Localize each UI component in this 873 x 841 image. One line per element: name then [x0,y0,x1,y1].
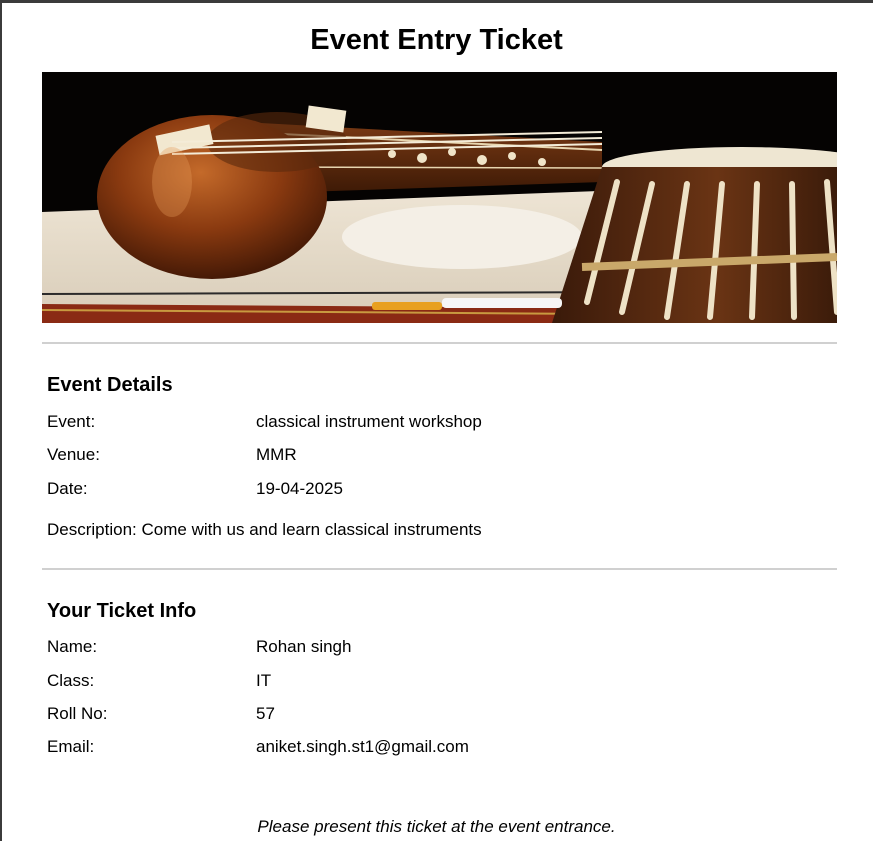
class-label: Class: [47,671,95,690]
ticket-info-heading: Your Ticket Info [47,600,197,622]
entrance-note: Please present this ticket at the event entrance. [257,817,616,836]
email-value: aniket.singh.st1@gmail.com [256,737,469,756]
event-value: classical instrument workshop [256,412,482,431]
roll-number-label: Roll No: [47,704,108,723]
section-divider [42,342,837,344]
email-label: Email: [47,737,95,756]
name-value: Rohan singh [256,637,352,656]
event-banner-image [42,72,837,323]
date-label: Date: [47,479,88,498]
description-value: Come with us and learn classical instruments [141,520,482,539]
ticket-title: Event Entry Ticket [310,24,563,56]
venue-value: MMR [256,445,297,464]
description-line [47,520,482,540]
venue-label: Venue: [47,445,100,464]
section-divider [42,568,837,570]
date-value: 19-04-2025 [256,479,343,498]
roll-number-value: 57 [256,704,275,723]
description-label: Description: [47,520,137,539]
class-value: IT [256,671,272,690]
event-details-heading: Event Details [47,374,173,396]
event-label: Event: [47,412,96,431]
name-label: Name: [47,637,98,656]
